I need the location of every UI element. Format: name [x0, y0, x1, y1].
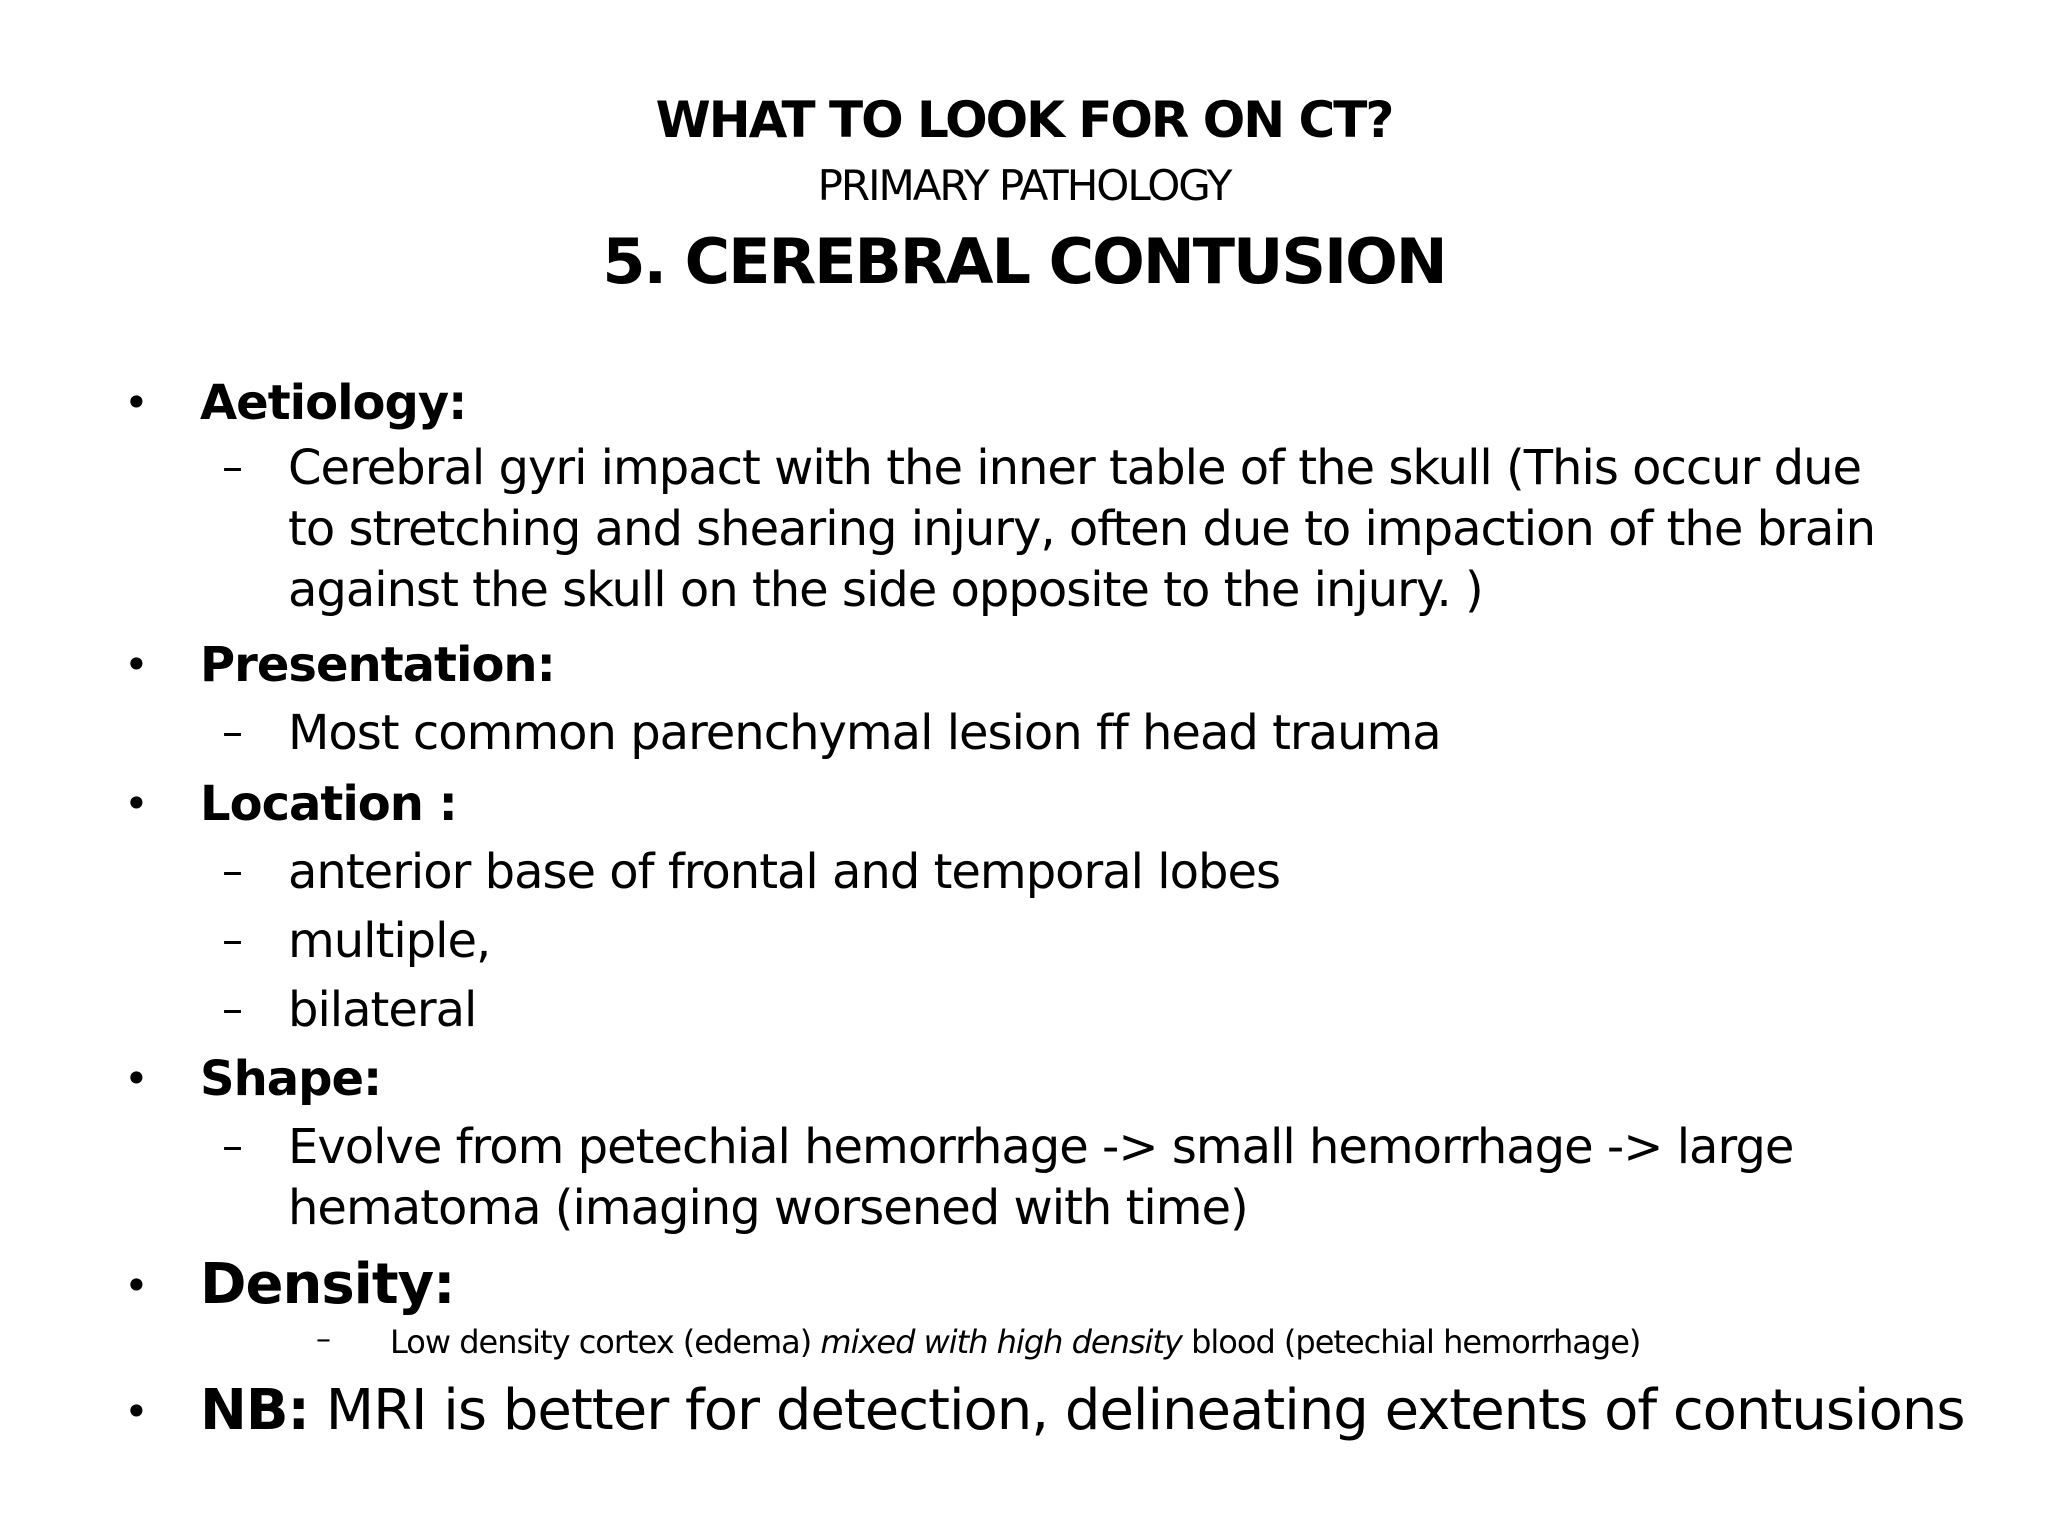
- aetiology-item-line: Cerebral gyri impact with the inner table of the skull (This occur due: [288, 440, 1862, 496]
- nb-label: NB:: [200, 1378, 309, 1443]
- aetiology-heading: Aetiology:: [200, 375, 467, 431]
- location-heading: Location :: [200, 776, 457, 832]
- dash-marker: –: [222, 984, 243, 1033]
- location-item: bilateral: [288, 982, 477, 1038]
- dash-marker: –: [222, 707, 243, 756]
- aetiology-item-line: against the skull on the side opposite to the injury. ): [288, 562, 1483, 618]
- aetiology-item-line: to stretching and shearing injury, often due to impaction of the brain: [288, 501, 1876, 557]
- location-item: anterior base of frontal and temporal lobes: [288, 844, 1280, 900]
- slide-topic-title: 5. CEREBRAL CONTUSION: [602, 225, 1446, 298]
- bullet-marker: •: [124, 1054, 149, 1103]
- bullet-marker: •: [124, 640, 149, 689]
- dash-marker: –: [222, 1121, 243, 1170]
- density-heading-wrap: [200, 1252, 455, 1317]
- dash-marker: –: [222, 846, 243, 895]
- density-heading: Density:: [200, 1252, 455, 1317]
- bullet-marker: •: [124, 378, 149, 427]
- location-item: multiple,: [288, 913, 491, 969]
- dash-marker: –: [222, 442, 243, 491]
- slide-subtitle: PRIMARY PATHOLOGY: [817, 161, 1231, 210]
- bullet-marker: •: [124, 1387, 149, 1436]
- dash-marker: –: [222, 915, 243, 964]
- nb-line: [200, 1378, 1965, 1443]
- shape-item-line: Evolve from petechial hemorrhage -> small hemorrhage -> large: [288, 1119, 1794, 1175]
- density-item-text-before: Low density cortex (edema): [390, 1323, 821, 1361]
- shape-heading: Shape:: [200, 1051, 382, 1107]
- nb-text: MRI is better for detection, delineating extents of contusions: [308, 1378, 1965, 1443]
- density-item: [390, 1323, 1640, 1361]
- bullet-marker: •: [124, 779, 149, 828]
- presentation-heading: Presentation:: [200, 637, 555, 693]
- slide-title: WHAT TO LOOK FOR ON CT?: [655, 91, 1393, 149]
- shape-item-line: hematoma (imaging worsened with time): [288, 1180, 1248, 1236]
- density-item-text-italic: mixed with high density: [820, 1323, 1182, 1361]
- dash-marker: –: [316, 1322, 331, 1357]
- presentation-item: Most common parenchymal lesion ff head trauma: [288, 705, 1441, 761]
- bullet-marker: •: [124, 1261, 149, 1310]
- density-item-text-after: blood (petechial hemorrhage): [1181, 1323, 1641, 1361]
